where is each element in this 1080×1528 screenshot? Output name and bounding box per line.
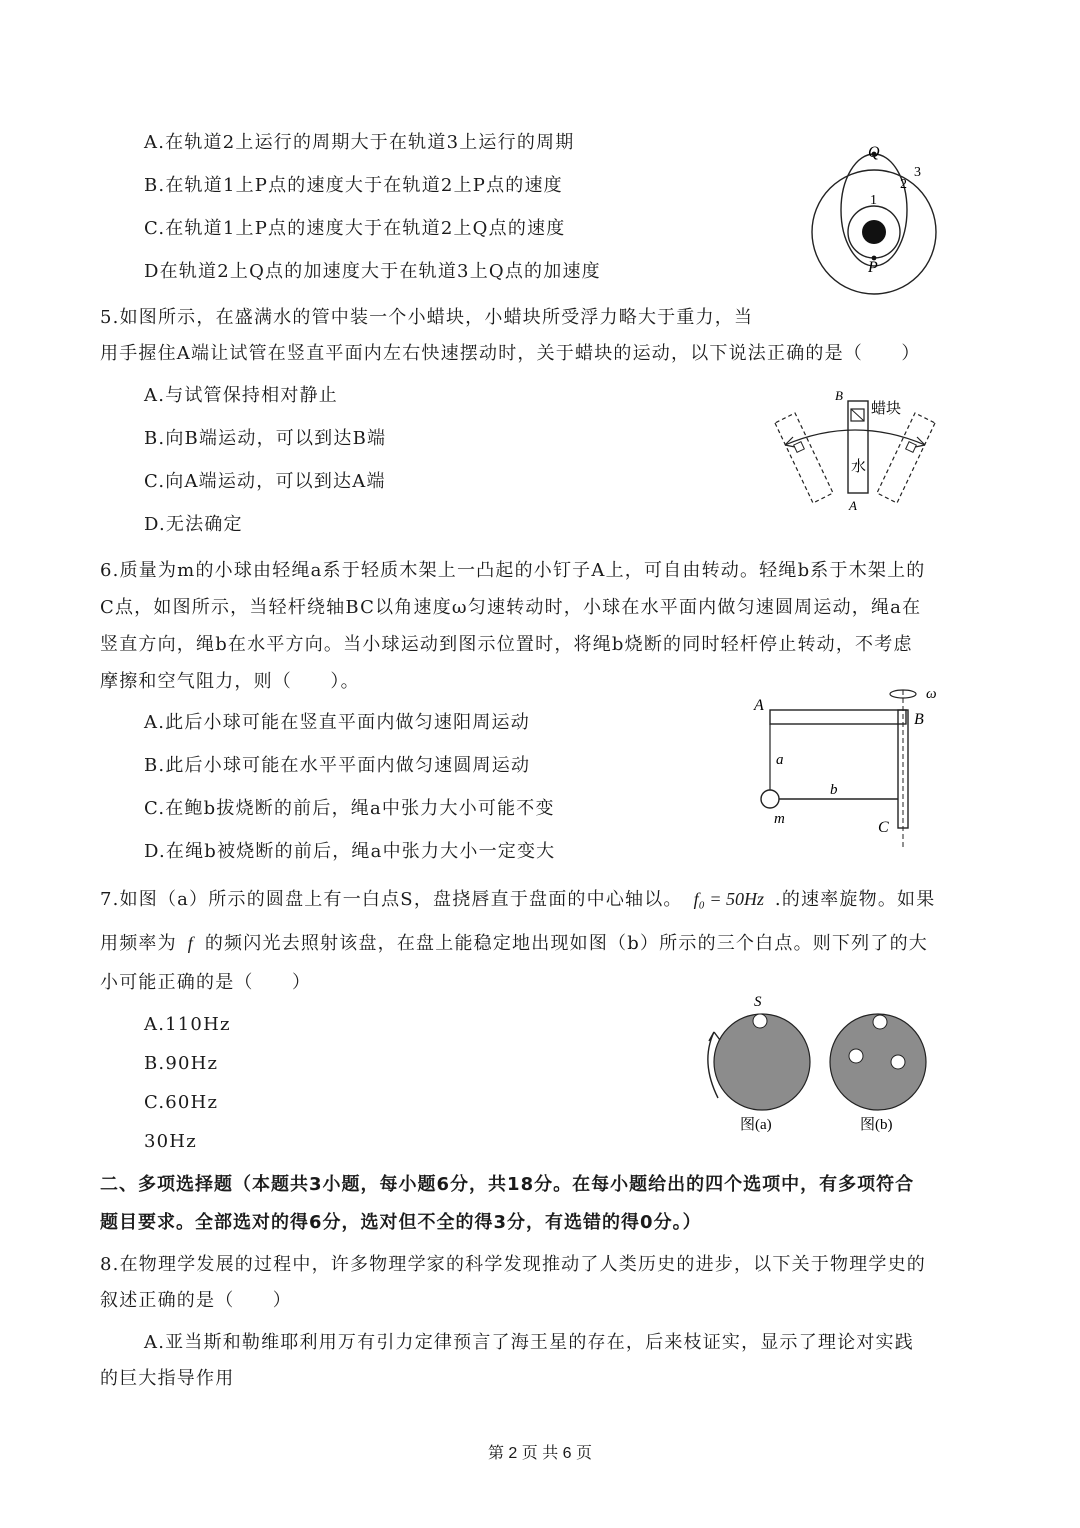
orbit-2: [841, 154, 907, 266]
section2-heading-line2: 题目要求。全部选对的得6分，选对但不全的得3分，有选错的得0分。）: [100, 1212, 702, 1233]
page-number: 第 2 页 共 6 页: [487, 1445, 593, 1462]
planet: [862, 220, 886, 244]
orbit-diagram: [800, 140, 950, 300]
label-1: 1: [870, 193, 877, 208]
q7-stem-line1: [100, 886, 935, 913]
q5-option-b: B.向B端运动，可以到达B端: [144, 428, 387, 449]
q8-stem-line2: 叙述正确的是（ ）: [100, 1290, 292, 1311]
caption-a: 图(a): [740, 1117, 772, 1133]
q7-option-d: 30Hz: [144, 1131, 197, 1152]
test-tube-diagram: [765, 385, 945, 515]
q6-stem-line3: 竖直方向，绳b在水平方向。当小球运动到图示位置时，将绳b烧断的同时轻杆停止转动，不考虑: [100, 634, 913, 655]
q7-stem-line2-part1: 用频率为: [100, 933, 177, 954]
q6-stem-line4: 摩擦和空气阻力，则（ ）。: [100, 671, 360, 692]
q6-option-b: B.此后小球可能在水平平面内做匀速圆周运动: [144, 755, 531, 776]
label-a: A: [849, 498, 857, 513]
label-q: Q: [868, 144, 880, 161]
q7-stem-line1-part1: 7.如图（a）所示的圆盘上有一白点S，盘挠唇直于盘面的中心轴以。: [100, 889, 683, 910]
q7-stem-line3: 小可能正确的是（ ）: [100, 972, 312, 993]
frame-diagram: [750, 680, 950, 850]
q4-option-d: D在轨道2上Q点的加速度大于在轨道3上Q点的加速度: [144, 261, 601, 282]
q4-option-b: B.在轨道1上P点的速度大于在轨道2上P点的速度: [144, 175, 563, 196]
disk-a: [714, 1014, 810, 1110]
white-dot-s: [753, 1014, 767, 1028]
label-3: 3: [914, 165, 921, 180]
q7-stem-line1-part2: .的速率旋物。如果: [774, 889, 936, 910]
label-b: B: [835, 388, 843, 403]
tube-left-ghost: [775, 413, 833, 503]
label-m: m: [774, 811, 785, 827]
white-dot-b2: [849, 1049, 863, 1063]
q5-stem-line1: 5.如图所示，在盛满水的管中装一个小蜡块，小蜡块所受浮力略大于重力，当: [100, 307, 754, 328]
caption-b: 图(b): [860, 1117, 893, 1133]
q5-option-a: A.与试管保持相对静止: [144, 385, 338, 406]
q7-option-c: C.60Hz: [144, 1092, 219, 1113]
label-rope-b: b: [830, 782, 838, 798]
q8-option-a-line2: 的巨大指导作用: [100, 1368, 235, 1389]
frame-top-beam: [770, 710, 906, 724]
formula-f0: f₀ = 50Hz: [693, 889, 764, 909]
formula-f: f: [187, 933, 194, 953]
label-b-point: B: [914, 711, 924, 728]
white-dot-b3: [891, 1055, 905, 1069]
q5-option-c: C.向A端运动，可以到达A端: [144, 471, 386, 492]
q6-option-a: A.此后小球可能在竖直平面内做匀速阳周运动: [144, 712, 530, 733]
q5-option-d: D.无法确定: [144, 514, 243, 535]
q8-option-a-line1: A.亚当斯和勒维耶利用万有引力定律预言了海王星的存在，后来枝证实，显示了理论对实践: [144, 1332, 914, 1353]
label-2: 2: [900, 177, 907, 192]
tube-right-ghost: [877, 413, 935, 503]
q6-option-c: C.在鲍b拔烧断的前后，绳a中张力大小可能不变: [144, 798, 555, 819]
q6-stem-line2: C点，如图所示，当轻杆绕轴BC以角速度ω匀速转动时，小球在水平面内做匀速圆周运动，绳a在: [100, 597, 922, 618]
section2-heading-line1: 二、多项选择题（本题共3小题，每小题6分，共18分。在每小题给出的四个选项中，有多项符合: [100, 1174, 915, 1195]
q6-stem-line1: 6.质量为m的小球由轻绳a系于轻质木架上一凸起的小钉子A上，可自由转动。轻绳b系于木架上的: [100, 560, 926, 581]
label-s: S: [754, 994, 762, 1010]
q4-option-c: C.在轨道1上P点的速度大于在轨道2上Q点的速度: [144, 218, 566, 239]
q8-stem-line1: 8.在物理学发展的过程中，许多物理学家的科学发现推动了人类历史的进步，以下关于物理学史的: [100, 1254, 926, 1275]
label-water: 水: [851, 459, 867, 475]
q7-option-a: A.110Hz: [144, 1014, 231, 1035]
label-a-point: A: [754, 697, 764, 714]
disk-diagram: [690, 994, 940, 1135]
q7-option-b: B.90Hz: [144, 1053, 219, 1074]
label-wax: 蜡块: [871, 401, 902, 417]
label-c-point: C: [878, 819, 889, 836]
q5-stem-line2: 用手握住A端让试管在竖直平面内左右快速摆动时，关于蜡块的运动，以下说法正确的是（ ）: [100, 343, 921, 364]
label-rope-a: a: [776, 752, 784, 768]
q4-option-a: A.在轨道2上运行的周期大于在轨道3上运行的周期: [144, 132, 575, 153]
label-p: P: [868, 259, 878, 276]
ball-m: [761, 790, 779, 808]
q6-option-d: D.在绳b被烧断的前后，绳a中张力大小一定变大: [144, 841, 556, 862]
q7-stem-line2-part2: 的频闪光去照射该盘，在盘上能稳定地出现如图（b）所示的三个白点。则下列了的大: [204, 933, 928, 954]
label-omega: ω: [926, 686, 937, 702]
q7-stem-line2: [100, 930, 928, 957]
white-dot-b1: [873, 1015, 887, 1029]
swing-arc: [785, 430, 925, 445]
